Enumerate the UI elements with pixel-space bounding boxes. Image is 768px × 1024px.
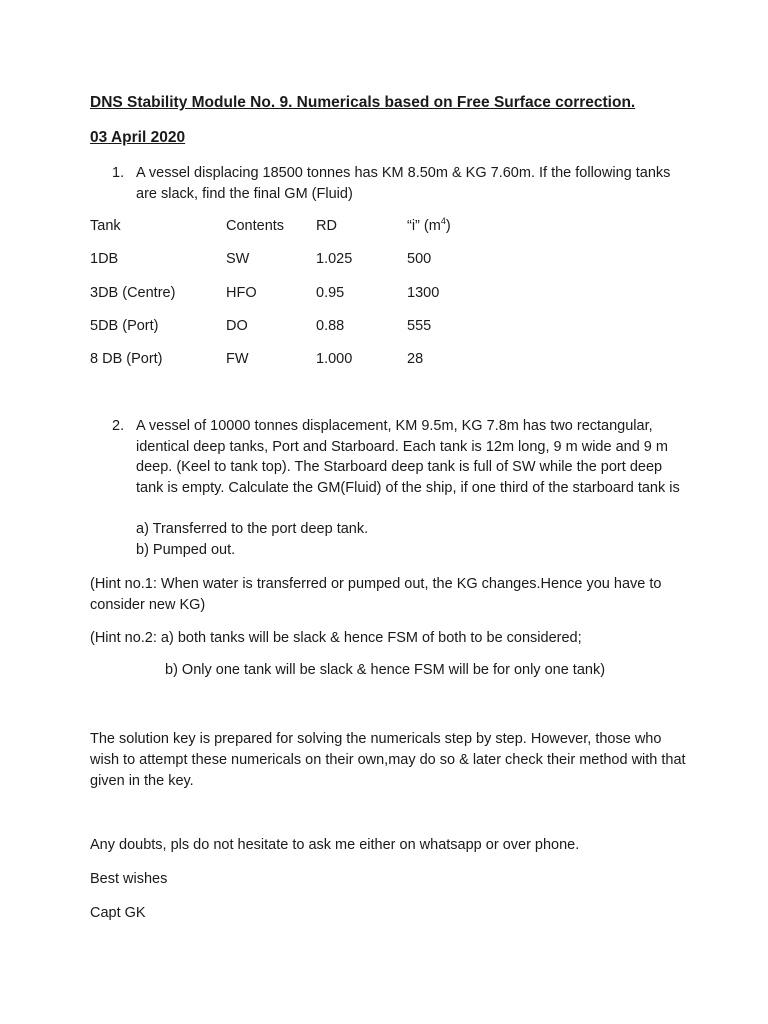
cell-i: 1300 (407, 285, 440, 301)
question-2-part-b: b) Pumped out. (136, 542, 236, 558)
signature: Capt GK (90, 905, 146, 921)
question-2-number: 2. (112, 418, 125, 434)
cell-i: 28 (407, 351, 424, 367)
hint-2-part-a: (Hint no.2: a) both tanks will be slack & hence FSM of both to be considered; (90, 630, 582, 646)
cell-tank: 3DB (Centre) (90, 285, 176, 301)
doubts-note: Any doubts, pls do not hesitate to ask me either on whatsapp or over phone. (90, 837, 580, 853)
hint-1: (Hint no.1: When water is transferred or pumped out, the KG changes.Hence you have to consider new KG) (90, 576, 662, 613)
cell-tank: 1DB (90, 251, 119, 267)
cell-i: 500 (407, 251, 432, 267)
header-contents: Contents (226, 218, 285, 234)
page-title: DNS Stability Module No. 9. Numericals based on Free Surface correction. (90, 94, 636, 111)
question-2-part-a: a) Transferred to the port deep tank. (136, 521, 369, 537)
document-date: 03 April 2020 (90, 129, 186, 146)
solution-note: The solution key is prepared for solving the numericals step by step. However, those who wish to attempt these numericals on their own,may do so & later check their method with that given in the key. (90, 731, 686, 789)
closing: Best wishes (90, 871, 168, 887)
cell-rd: 1.000 (316, 351, 353, 367)
header-tank: Tank (90, 218, 121, 234)
cell-rd: 0.95 (316, 285, 345, 301)
cell-rd: 1.025 (316, 251, 353, 267)
question-1-text: A vessel displacing 18500 tonnes has KM 8.50m & KG 7.60m. If the following tanks are slack, find the final GM (Fluid) (136, 165, 671, 202)
question-1-number: 1. (112, 165, 125, 181)
cell-tank: 8 DB (Port) (90, 351, 163, 367)
cell-contents: DO (226, 318, 248, 334)
cell-contents: SW (226, 251, 250, 267)
cell-contents: FW (226, 351, 249, 367)
cell-rd: 0.88 (316, 318, 345, 334)
header-moment-of-inertia: “i” $(m^4)$ (407, 216, 451, 234)
cell-contents: HFO (226, 285, 257, 301)
question-2-text: A vessel of 10000 tonnes displacement, KM 9.5m, KG 7.8m has two rectangular, identical deep tanks, Port and Starboard. Each tank is 12m long, 9 m wide and 9 m deep. (Keel to tank top). The Starboard deep tank is full of SW while the port deep tank is empty. Calculate the GM(Fluid) of the ship, if one third of the starboard tank is (136, 418, 680, 496)
header-rd: RD (316, 218, 337, 234)
hint-2-part-b: b) Only one tank will be slack & hence FSM will be for only one tank) (165, 662, 606, 678)
cell-i: 555 (407, 318, 432, 334)
cell-tank: 5DB (Port) (90, 318, 159, 334)
